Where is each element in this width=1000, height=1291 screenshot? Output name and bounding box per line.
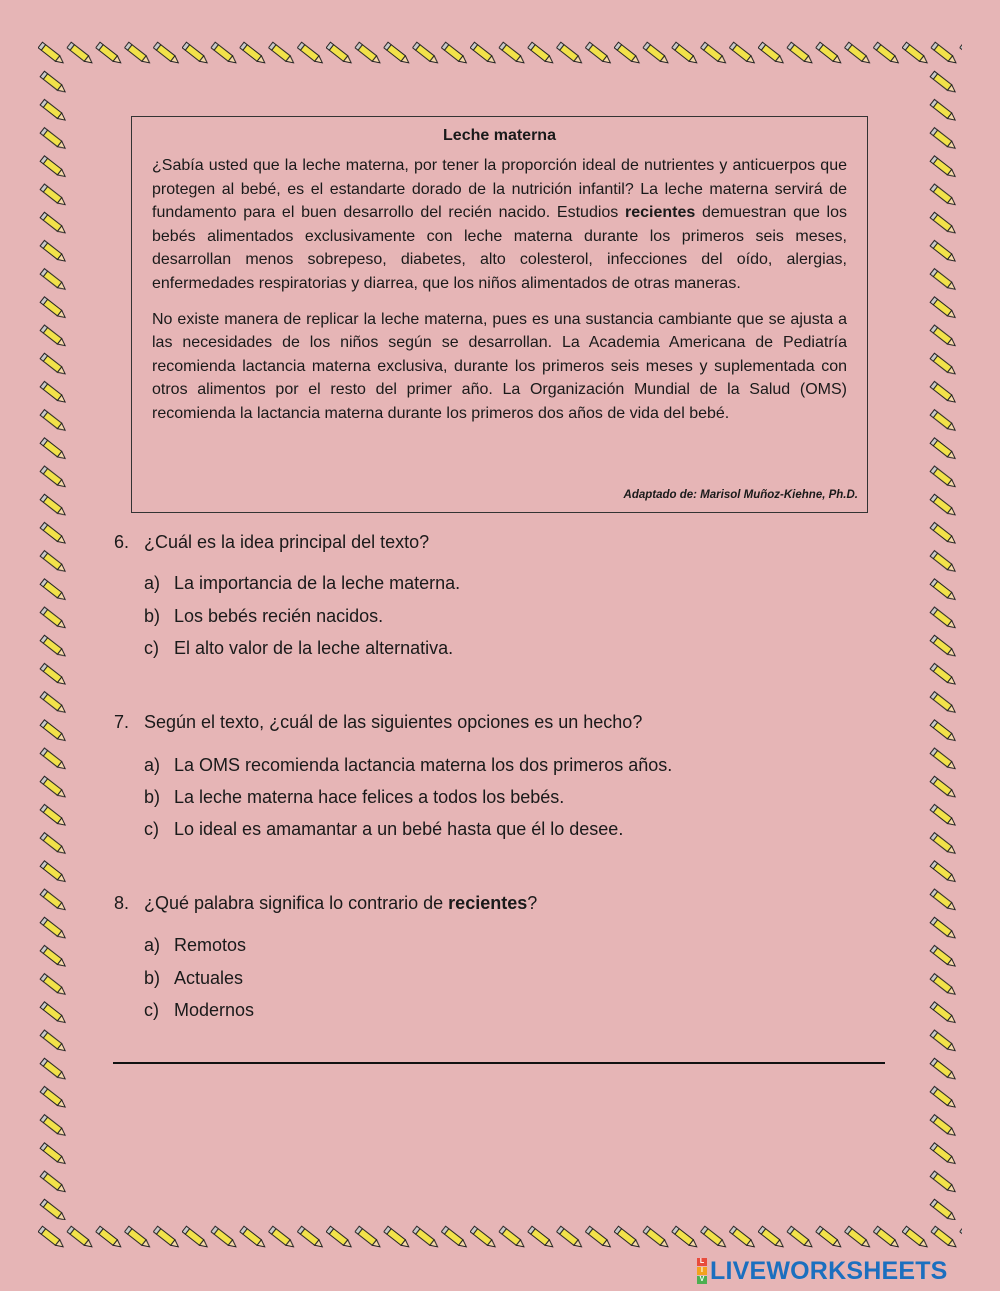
question-8-option-a[interactable]: a) Remotos <box>144 935 247 955</box>
pencil-border-bottom <box>38 1222 962 1256</box>
pencil-border-top <box>38 38 962 72</box>
question-7: 7. Según el texto, ¿cuál de las siguientes opciones es un hecho? <box>114 712 643 732</box>
question-6-option-b[interactable]: b) Los bebés recién nacidos. <box>144 606 384 626</box>
reading-passage-box <box>131 116 868 513</box>
question-7-option-c[interactable]: c) Lo ideal es amamantar a un bebé hasta que él lo desee. <box>144 819 624 839</box>
question-6-option-a[interactable]: a) La importancia de la leche materna. <box>144 573 461 593</box>
question-8-option-b[interactable]: b) Actuales <box>144 968 244 988</box>
passage-paragraph-1: ¿Sabía usted que la leche materna, por tener la proporción ideal de nutrientes y anticuerpos que protegen al bebé, es el estandarte dorado de la nutrición infantil? La leche materna servirá de fundamento para el buen desarrollo del recién nacido. Estudios recientes demuestran que los bebés alimentados exclusivamente con leche materna durante los primeros seis meses, desarrollan menos sobrepeso, diabetes, alto colesterol, infecciones del oído, alergias, enfermedades respiratorias y diarrea, que los niños alimentados de otras maneras. <box>152 157 847 292</box>
passage-credit: Adaptado de: Marisol Muñoz-Kiehne, Ph.D. <box>623 489 858 501</box>
answer-line[interactable] <box>113 1062 885 1064</box>
liveworksheets-logo-icon: L I V <box>697 1258 707 1284</box>
pencil-border-left <box>38 70 72 1220</box>
question-6-option-c[interactable]: c) El alto valor de la leche alternativa. <box>144 638 454 658</box>
liveworksheets-brand <box>697 1258 948 1284</box>
question-8-option-c[interactable]: c) Modernos <box>144 1000 255 1020</box>
passage-paragraph-2: No existe manera de replicar la leche materna, pues es una sustancia cambiante que se ajusta a las necesidades de los niños según se desarrollan. La Academia Americana de Pediatría recomienda lactancia materna exclusiva, durante los primeros seis meses y suplementada con otros alimentos por el resto del primer año. La Organización Mundial de la Salud (OMS) recomienda la lactancia materna durante los primeros dos años de vida del bebé. <box>152 310 847 422</box>
question-7-option-a[interactable]: a) La OMS recomienda lactancia materna los dos primeros años. <box>144 755 673 775</box>
keyword-recientes: recientes <box>625 204 696 222</box>
question-8: 8. ¿Qué palabra significa lo contrario de recientes? <box>114 893 538 913</box>
question-6: 6. ¿Cuál es la idea principal del texto? <box>114 532 430 552</box>
pencil-border-right <box>928 70 962 1220</box>
liveworksheets-wordmark: LIVEWORKSHEETS <box>710 1256 948 1285</box>
question-7-option-b[interactable]: b) La leche materna hace felices a todos los bebés. <box>144 787 565 807</box>
passage-title: Leche materna <box>443 127 556 144</box>
